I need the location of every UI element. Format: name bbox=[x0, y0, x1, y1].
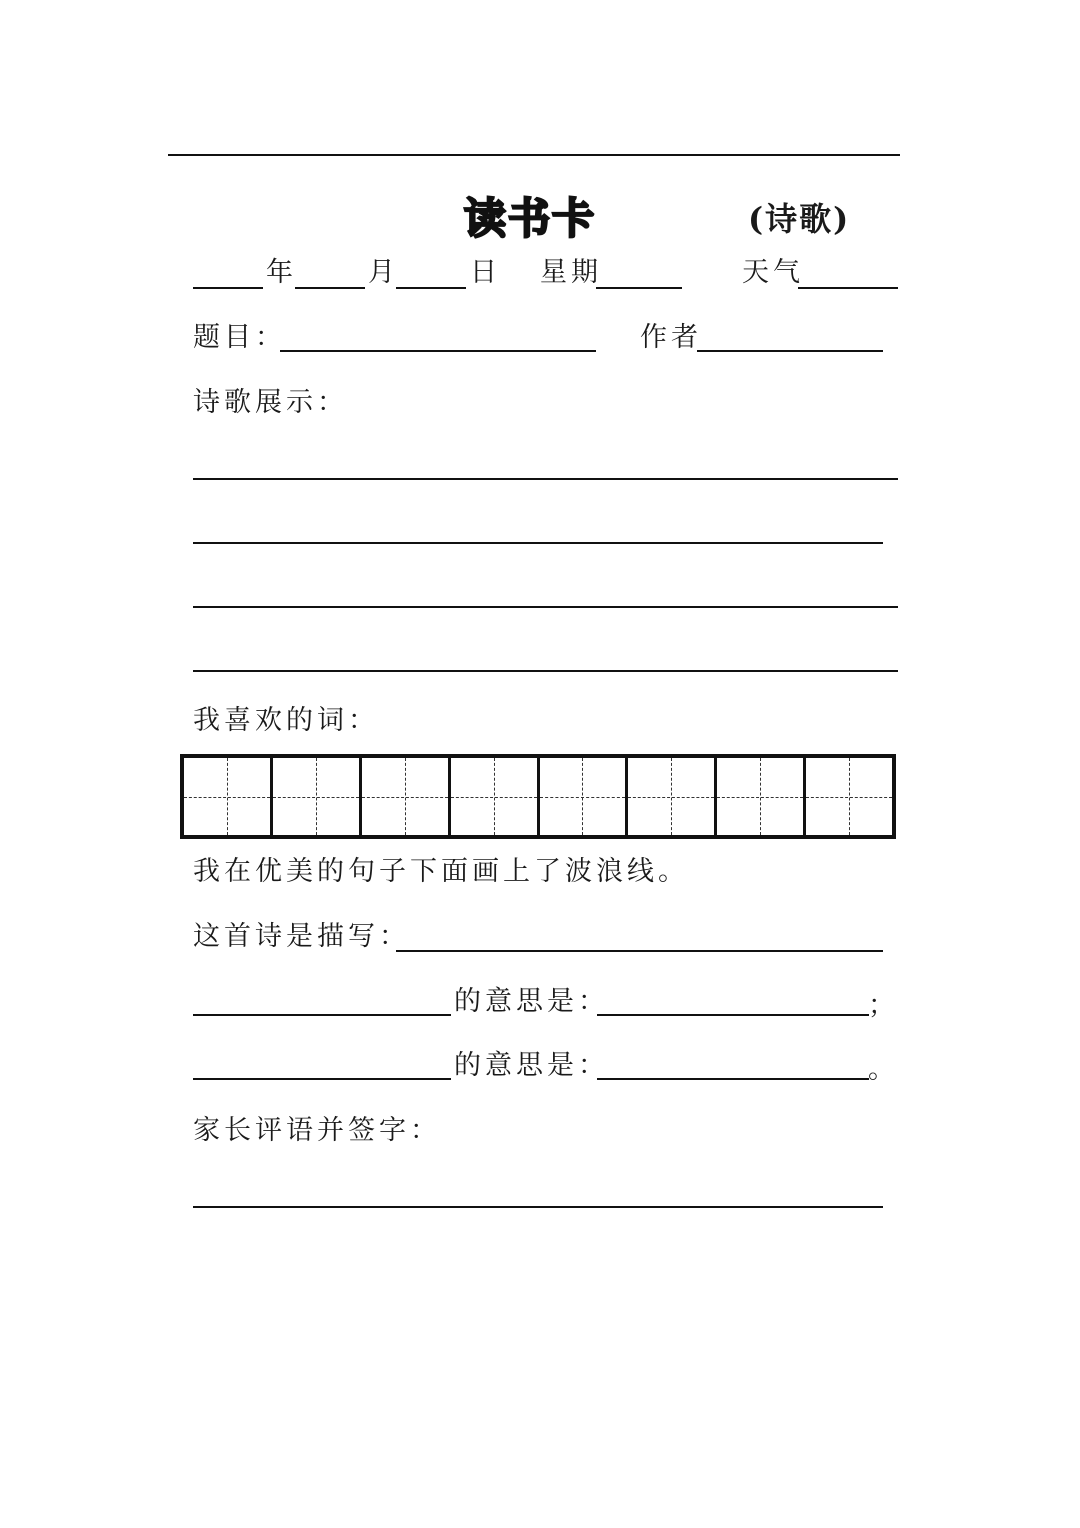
day-label: 日 bbox=[470, 257, 501, 288]
describe-label: 这首诗是描写： bbox=[193, 921, 410, 952]
poem-label: 诗歌展示： bbox=[193, 387, 348, 418]
month-blank[interactable] bbox=[295, 287, 365, 289]
card-title: 读书卡 bbox=[464, 194, 597, 243]
weekday-blank[interactable] bbox=[596, 287, 682, 289]
year-label: 年 bbox=[266, 257, 297, 288]
meaning-end-1: ； bbox=[868, 990, 899, 1021]
meaning-label-1: 的意思是： bbox=[454, 986, 609, 1017]
grid-cell[interactable] bbox=[184, 758, 273, 835]
grid-cell[interactable] bbox=[540, 758, 629, 835]
describe-blank[interactable] bbox=[396, 950, 883, 952]
word2-blank[interactable] bbox=[193, 1078, 451, 1080]
grid-cell[interactable] bbox=[628, 758, 717, 835]
word1-blank[interactable] bbox=[193, 1014, 451, 1016]
weather-label: 天气 bbox=[742, 257, 804, 288]
year-blank[interactable] bbox=[193, 287, 263, 289]
grid-cell[interactable] bbox=[362, 758, 451, 835]
topic-label: 题目： bbox=[193, 322, 286, 353]
top-divider bbox=[168, 154, 900, 156]
meaning1-blank[interactable] bbox=[597, 1014, 869, 1016]
parent-comment-line[interactable] bbox=[193, 1206, 883, 1208]
poem-line-3[interactable] bbox=[193, 606, 898, 608]
weather-blank[interactable] bbox=[798, 287, 898, 289]
poem-line-1[interactable] bbox=[193, 478, 898, 480]
grid-cell[interactable] bbox=[451, 758, 540, 835]
author-blank[interactable] bbox=[697, 350, 883, 352]
parent-label: 家长评语并签字： bbox=[193, 1115, 441, 1146]
grid-cell[interactable] bbox=[717, 758, 806, 835]
sentences-label: 我在优美的句子下面画上了波浪线。 bbox=[193, 856, 689, 887]
meaning-end-2: 。 bbox=[868, 1054, 899, 1085]
author-label: 作者 bbox=[640, 322, 702, 353]
grid-cell[interactable] bbox=[806, 758, 892, 835]
poem-line-2[interactable] bbox=[193, 542, 883, 544]
words-label: 我喜欢的词： bbox=[193, 705, 379, 736]
day-blank[interactable] bbox=[396, 287, 466, 289]
tianzige-grid[interactable] bbox=[180, 754, 896, 839]
topic-blank[interactable] bbox=[280, 350, 596, 352]
card-subtitle: (诗歌) bbox=[748, 200, 851, 238]
meaning2-blank[interactable] bbox=[597, 1078, 869, 1080]
month-label: 月 bbox=[368, 257, 399, 288]
poem-line-4[interactable] bbox=[193, 670, 898, 672]
meaning-label-2: 的意思是： bbox=[454, 1050, 609, 1081]
grid-cell[interactable] bbox=[273, 758, 362, 835]
weekday-label: 星期 bbox=[540, 257, 602, 288]
